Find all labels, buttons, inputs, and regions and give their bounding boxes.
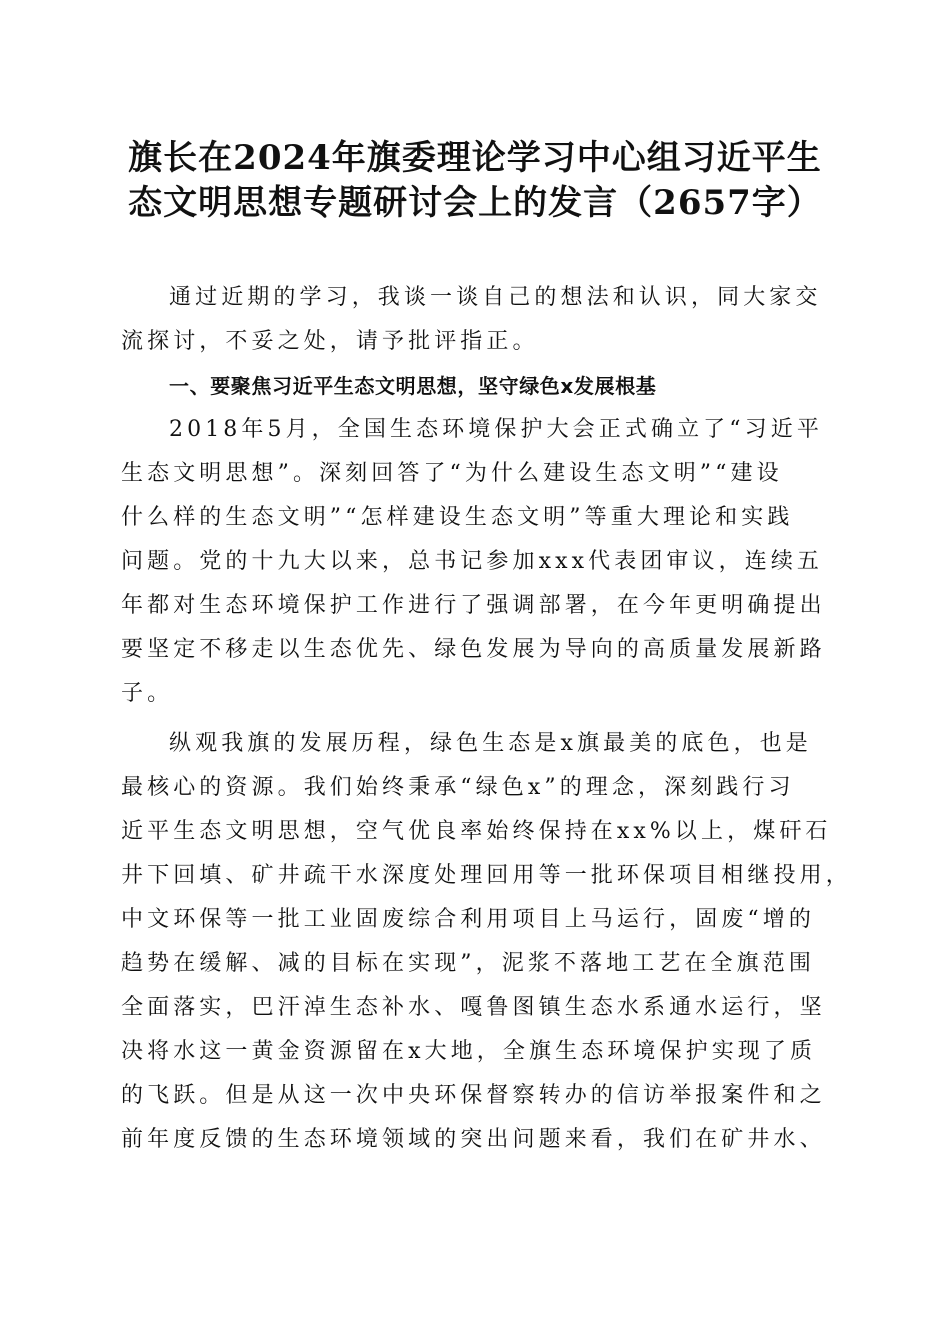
title-line: 态文明思想专题研讨会上的发言（2657字）	[128, 183, 822, 223]
paragraph-line: 趋势在缓解、减的目标在实现”，泥浆不落地工艺在全旗范围	[121, 951, 815, 976]
paragraph-line: 问题。党的十九大以来，总书记参加xxx代表团审议，连续五	[121, 549, 824, 574]
paragraph-line: 年都对生态环境保护工作进行了强调部署，在今年更明确提出	[121, 593, 826, 618]
paragraph-line: 纵观我旗的发展历程，绿色生态是x旗最美的底色，也是	[169, 731, 812, 756]
paragraph-line: 井下回填、矿井疏干水深度处理回用等一批环保项目相继投用，	[121, 863, 852, 888]
paragraph-line: 通过近期的学习，我谈一谈自己的想法和认识，同大家交	[169, 285, 822, 310]
title-line: 旗长在2024年旗委理论学习中心组习近平生	[128, 138, 822, 178]
paragraph-line: 生态文明思想”。深刻回答了“为什么建设生态文明”“建设	[121, 461, 783, 486]
paragraph-line: 2018年5月，全国生态环境保护大会正式确立了“习近平	[169, 417, 823, 442]
paragraph-line: 流探讨，不妥之处，请予批评指正。	[121, 329, 539, 354]
paragraph-line: 要坚定不移走以生态优先、绿色发展为导向的高质量发展新路	[121, 637, 826, 662]
paragraph-line: 子。	[121, 681, 174, 706]
paragraph-line: 中文环保等一批工业固废综合利用项目上马运行，固废“增的	[121, 907, 815, 932]
paragraph-line: 决将水这一黄金资源留在x大地，全旗生态环境保护实现了质	[121, 1039, 817, 1064]
paragraph-line: 最核心的资源。我们始终秉承“绿色x”的理念，深刻践行习	[121, 775, 795, 800]
paragraph-1	[121, 408, 841, 716]
paragraph-2	[121, 722, 852, 1162]
section-heading: 一、要聚焦习近平生态文明思想，坚守绿色x发展根基	[169, 374, 657, 398]
paragraph-line: 什么样的生态文明”“怎样建设生态文明”等重大理论和实践	[121, 505, 794, 530]
document-title	[110, 136, 840, 226]
paragraph-line: 全面落实，巴汗淖生态补水、嘎鲁图镇生态水系通水运行，坚	[121, 995, 826, 1020]
paragraph-line: 的飞跃。但是从这一次中央环保督察转办的信访举报案件和之	[121, 1083, 826, 1108]
paragraph-line: 近平生态文明思想，空气优良率始终保持在xx%以上，煤矸石	[121, 819, 832, 844]
paragraph-line: 前年度反馈的生态环境领域的突出问题来看，我们在矿井水、	[121, 1127, 826, 1152]
intro-paragraph	[121, 276, 841, 364]
